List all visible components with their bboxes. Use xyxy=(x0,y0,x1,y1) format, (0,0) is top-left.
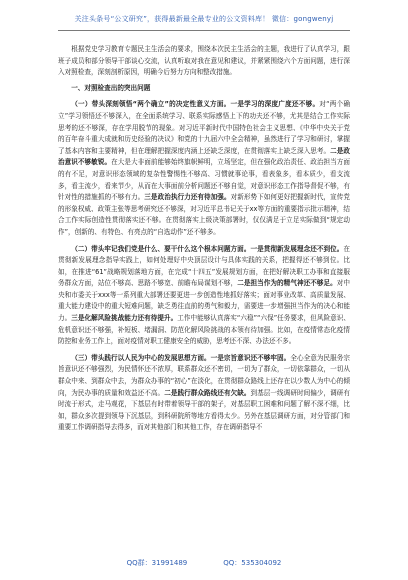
item-2-lead3: 三是化解风险挑战能力还有待提升。 xyxy=(71,314,178,323)
item-1-body: 对“两个确立”学习领悟还不够深入，在全面系统学习、联系实际感悟上下的功夫还不够，尤其是结合工作实际思考的还不够深，存在学用脱节的现象。对习近平新时代中国特色社会主义思想、《中华中央关于党的百年奋斗重大成就和历史经验的决议》和党的十九届六中全会精神，虽然进行了学习和研讨，掌握了基本内容和主要精神，但在理解把握深度内涵上还缺乏深度，在贯彻落实上缺乏深入思考。 xyxy=(58,100,350,155)
item-3 xyxy=(58,353,350,434)
item-2 xyxy=(58,244,350,348)
item-1-body2: 在大是大非面前能够始终旗帜鲜明，立场坚定，但在强化政治责任、政治担当方面的有不足，对意识形态领域的复杂性警惕性不够高、习惯就事论事，看表象多，看本质少，看支流多，看主流少，看来节少，从而在大事面前分析问题还不够自觉，对意识形态工作指导督促不够，有针对性的措施抓的不够有力。 xyxy=(58,158,350,202)
item-2-body: 在贯彻新发展理念指导实践上，如何处理好中央顶层设计与具体实践的关系，把握得还不够到位。比如，在推进“61”战略规划落地方面，在完成“十四五”发展规划方面，在把好解决职工办事和直接服务群众方面，站位不够高、思路不够宽、前瞻布局谋划不够， xyxy=(58,244,350,288)
intro-paragraph: 根据党史学习教育专题民主生活会的要求，围绕本次民主生活会的主题，我进行了认真学习，跟班子成员和部分领导干部谈心交流，认真听取对我在意见和建议，并紧紧围绕六个方面问题，进行深入对照检查，深刻剖析原因，明确今后努力方向和整改措施。 xyxy=(58,45,350,77)
section-heading: 一、对照检查出的突出问题 xyxy=(71,83,151,92)
item-2-title: （二）带头牢记我们党是什么、要干什么这个根本问题方面。 xyxy=(71,244,251,253)
item-3-title: （三）带头践行以人民为中心的发展思想方面。 xyxy=(71,353,211,362)
item-2-lead2: 二是担当作为的精气神还不够足。 xyxy=(237,279,337,288)
item-3-lead: 一是宗旨意识还不够牢固。 xyxy=(210,353,291,362)
item-3-body: 全心全意为民服务宗旨意识还不够强烈，为民情怀还不浓厚，联系群众还不密切，一切为了群众，一切依靠群众，一切从群众中来、到群众中去，为群众办事的“初心”在淡化，在贯彻群众路线上还存在以少数人为中心的倾向，为民办事的质量和效益还不高。 xyxy=(58,353,350,397)
item-1-lead: 一是学习的深度广度还不够。 xyxy=(230,100,320,109)
page-header xyxy=(58,14,350,31)
item-3-lead2: 二是践行群众路线还有欠缺。 xyxy=(164,388,251,397)
item-3-body2: 到基层一线调研时间偏少，调研有时流于形式，走马观花，下基层有时带着领导干部的架子，对基层职工困难和问题了解不深不细，比如，群众多次提到领导下沉基层，到科研院所等地方看得太少。另外在基层调研方面，对分管部门和重要工作调研指导去得多，而对其他部门和其他工作，存在调研指导不 xyxy=(58,388,350,432)
item-1-title: （一）带头深刻领悟“两个确立”的决定性意义方面。 xyxy=(71,100,231,109)
page-footer xyxy=(58,558,350,570)
item-1-lead3: 三是政治执行力还有待加强。 xyxy=(144,193,231,202)
document-body xyxy=(58,44,350,556)
item-2-body3: 工作中能够认真落实“六稳”“六保”任务要求，但风险意识、危机意识还不够强，补短板、堵漏洞、防范化解风险挑战的本领有待加强。比如，在疫情常态化疫情防控和业务工作上，面对疫情对职工健康安全的威胁，思考还不深、办法还不多。 xyxy=(58,314,350,346)
item-1 xyxy=(58,99,350,238)
item-1-lead2: 二是政治意识不够敏锐。 xyxy=(58,146,350,167)
item-2-body2: 对中央和市委关于xxx等一系列重大部署还要更进一步创造性地抓好落实；面对事业改革、高质量发展、重大能力建设中的重大短难问题，缺乏勇往直前的勇气和毅力，需要进一步增强担当作为的决心和能力。 xyxy=(58,279,350,323)
item-2-lead: 一是贯彻新发展理念还不到位。 xyxy=(250,244,344,253)
header-banner: 关注头条号“公文研究”，获得最新最全最专业的公文资料库！ 微信：gongwenyj xyxy=(74,15,334,23)
footer-qq-group: QQ群：31991489 xyxy=(126,559,188,567)
footer-qq: QQ：535304092 xyxy=(223,559,282,567)
item-1-body3: 对新形势下如何更好把握新时代，宣传党的形象权威、政策主张等思考研究还不够深，对习近平总书记关于xx等方面的重要指示批示精神，结合工作实际创造性贯彻落实还不够。在贯彻落实上级决策部署时，仅仅满足于立足实际做到“规定动作”，创新的、有特色、有亮点的“自选动作”还不够多。 xyxy=(58,193,350,236)
